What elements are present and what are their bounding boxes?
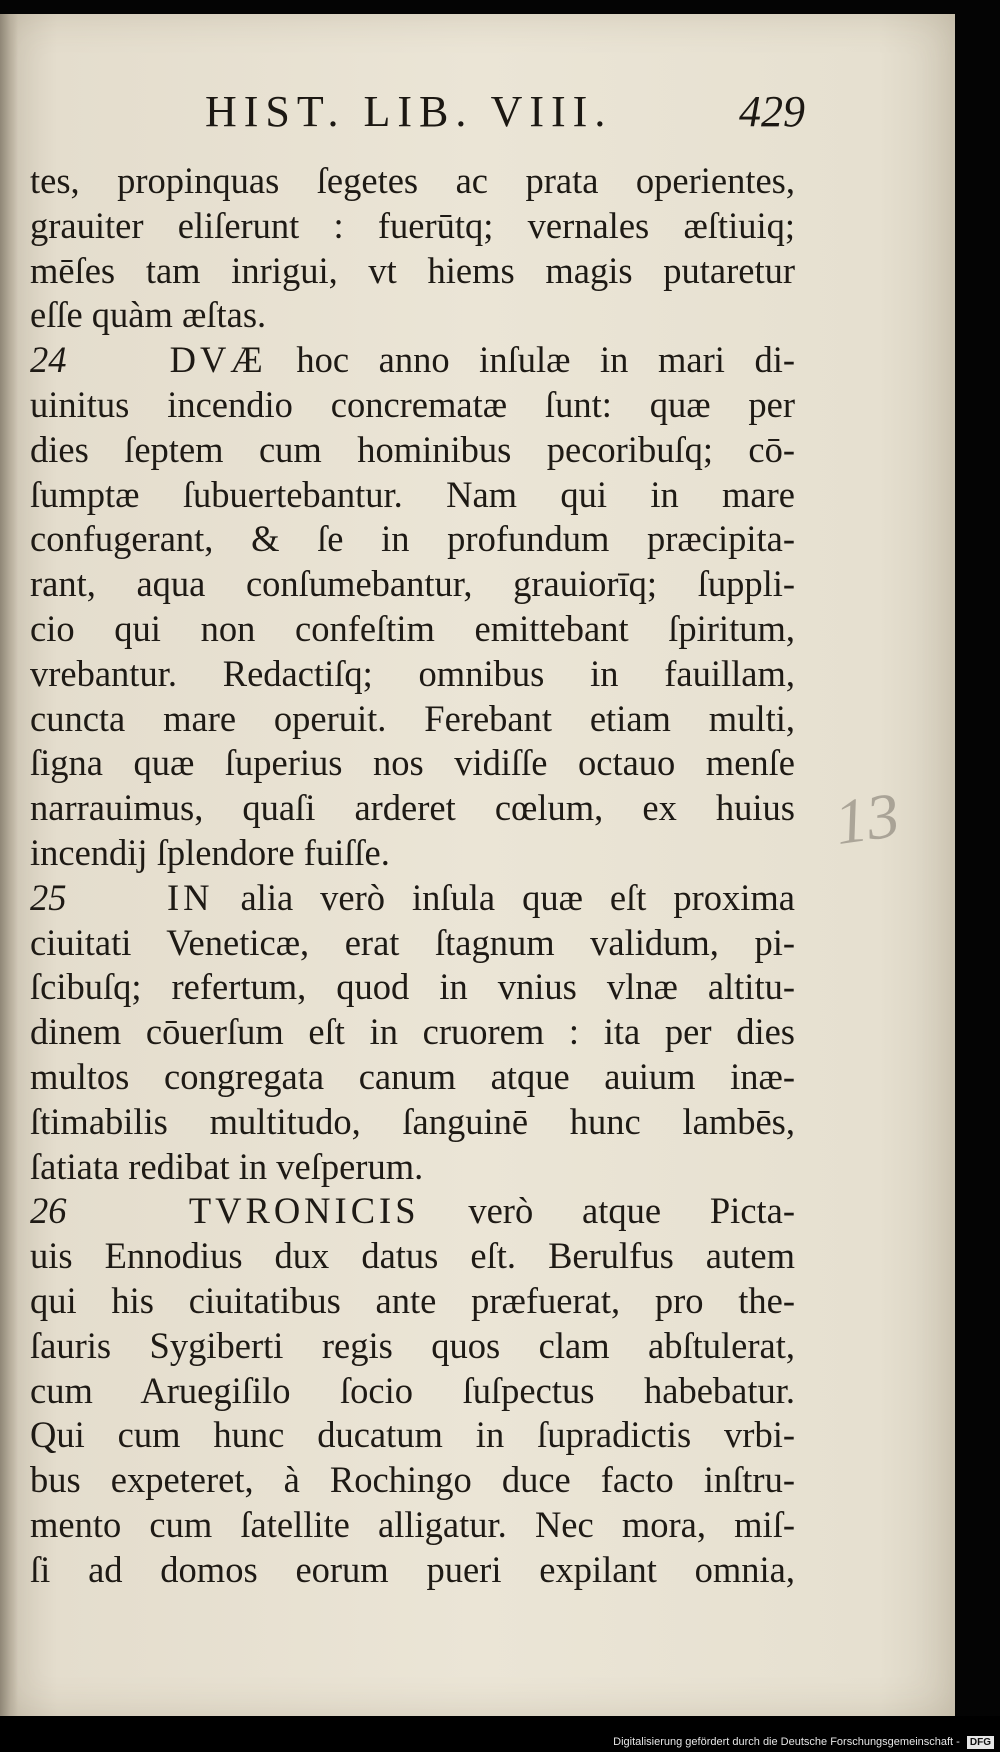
text-line: eſſe quàm æſtas. xyxy=(30,294,267,336)
page-number: 429 xyxy=(739,87,805,136)
text-line: ſi ad domos eorum pueri expilant omnia, xyxy=(30,1548,795,1590)
text-line: mento cum ſatellite alligatur. Nec mora, miſ- xyxy=(30,1503,795,1545)
text-line: tes, propinquas ſegetes ac prata operientes, xyxy=(30,160,795,201)
section-number: 25 xyxy=(30,876,67,918)
text-line: mēſes tam inrigui, vt hiems magis putaretur xyxy=(30,249,795,291)
text-line: multos congregata canum atque auium inæ- xyxy=(30,1055,795,1097)
text-line: ſauris Sygiberti regis quos clam abſtulerat, xyxy=(30,1324,795,1366)
text-line: cio qui non confeſtim emittebant ſpiritum, xyxy=(30,607,795,649)
book-page xyxy=(0,14,955,1716)
text-line: ſtimabilis multitudo, ſanguinē hunc lambēs, xyxy=(30,1100,795,1142)
text-line: incendij ſplendore fuiſſe. xyxy=(30,831,390,873)
section-24-opening-line xyxy=(30,338,795,383)
digitization-credit xyxy=(613,1736,994,1749)
section-line-rest: verò atque Picta- xyxy=(468,1190,796,1232)
text-line: ciuitati Veneticæ, erat ſtagnum validum, pi- xyxy=(30,921,795,963)
section-26-opening-line xyxy=(30,1189,795,1234)
credit-text: Digitalisierung gefördert durch die Deutsche Forschungsgemeinschaft - xyxy=(613,1736,960,1748)
text-line: ſatiata redibat in veſperum. xyxy=(30,1145,424,1187)
handwritten-margin-note: 13 xyxy=(830,778,904,859)
text-line: vrebantur. Redactiſq; omnibus in fauillam, xyxy=(30,652,795,694)
dfg-logo: DFG xyxy=(967,1736,994,1749)
section-initial: IN xyxy=(166,876,214,918)
text-line: uis Ennodius dux datus eſt. Berulfus autem xyxy=(30,1235,795,1277)
text-line: cum Aruegiſilo ſocio ſuſpectus habebatur. xyxy=(30,1369,795,1411)
text-line: qui his ciuitatibus ante præfuerat, pro the- xyxy=(30,1279,795,1321)
page-gutter xyxy=(0,14,18,1716)
text-line: rant, aqua conſumebantur, grauiorīq; ſuppli- xyxy=(30,563,795,605)
text-line: grauiter eliſerunt : fuerūtq; vernales æſtiuiq; xyxy=(30,204,795,246)
text-line: Qui cum hunc ducatum in ſupradictis vrbi- xyxy=(30,1414,795,1456)
text-line: ſigna quæ ſuperius nos vidiſſe octauo menſe xyxy=(30,742,795,784)
section-line-rest: alia verò inſula quæ eſt proxima xyxy=(240,876,795,918)
text-line: dinem cōuerſum eſt in cruorem : ita per dies xyxy=(30,1011,795,1053)
text-line: dies ſeptem cum hominibus pecoribuſq; cō- xyxy=(30,428,795,470)
text-line: confugerant, & ſe in profundum præcipita- xyxy=(30,518,795,560)
section-25-opening-line xyxy=(30,876,795,921)
body-text xyxy=(30,159,795,1593)
page-header xyxy=(205,86,805,146)
section-initial: DVÆ xyxy=(169,339,267,381)
section-initial: TVRONICIS xyxy=(188,1190,420,1232)
text-line: uinitus incendio concrematæ ſunt: quæ per xyxy=(30,383,795,425)
running-title: HIST. LIB. VIII. xyxy=(205,87,613,136)
section-number: 26 xyxy=(30,1190,67,1232)
text-line: ſcibuſq; refertum, quod in vnius vlnæ altitu- xyxy=(30,966,795,1008)
text-line: bus expeteret, à Rochingo duce facto inſtru- xyxy=(30,1459,795,1501)
text-line: ſumptæ ſubuertebantur. Nam qui in mare xyxy=(30,473,795,515)
text-line: cuncta mare operuit. Ferebant etiam multi, xyxy=(30,697,795,739)
section-line-rest: hoc anno inſulæ in mari di- xyxy=(296,339,796,381)
section-number: 24 xyxy=(30,339,67,381)
text-line: narrauimus, quaſi arderet cœlum, ex huius xyxy=(30,787,795,829)
